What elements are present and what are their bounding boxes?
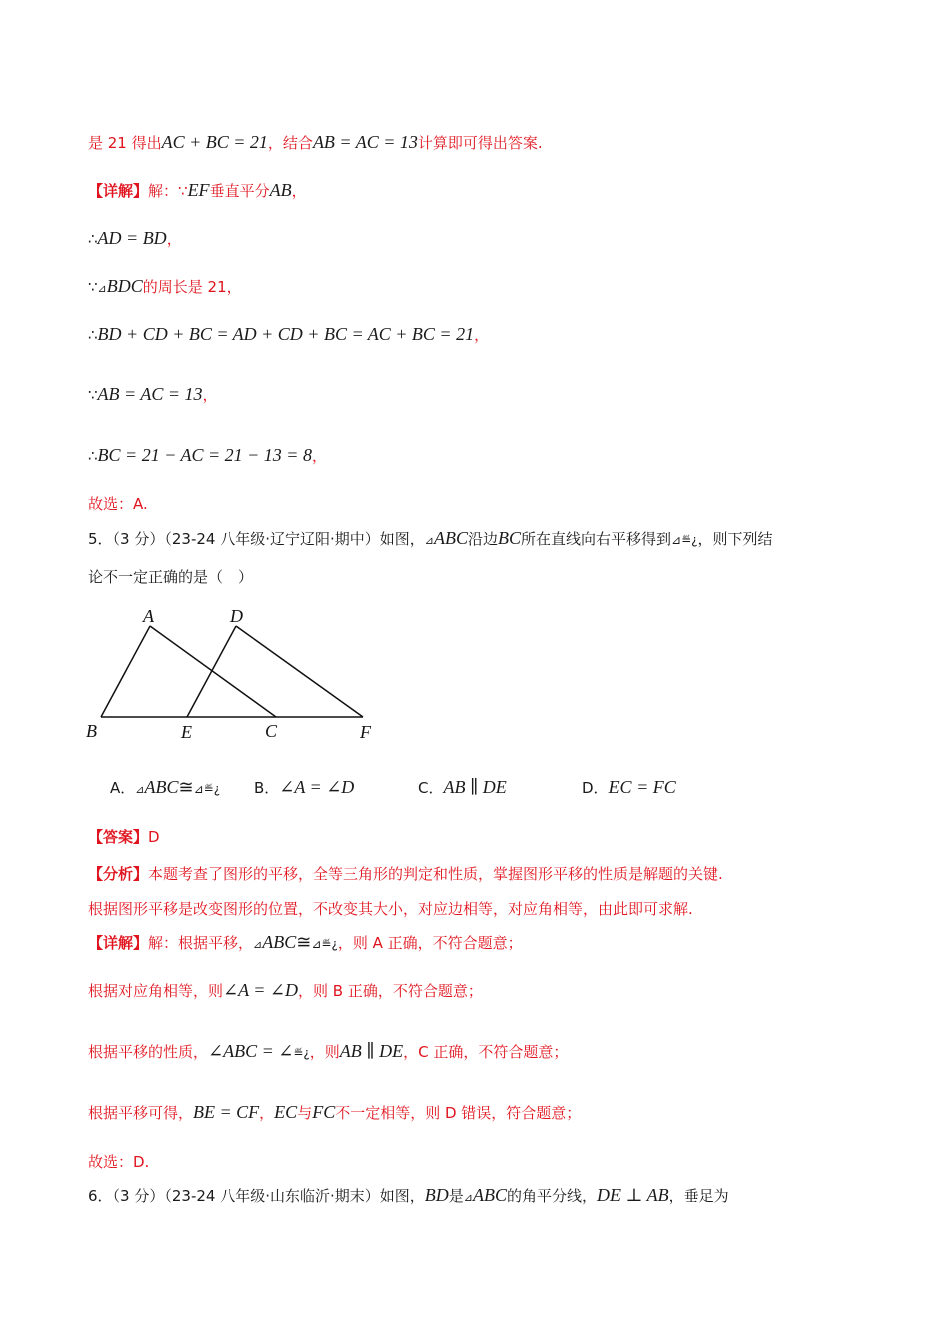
vertex-label-c: C [265, 721, 278, 741]
segment-ab [101, 626, 150, 717]
question-5-stem: 5．（3 分）（23-24 八年级·辽宁辽阳·期中）如图，⊿ABC沿边BC所在直线向右平移得到⊿≝¿，则下列结 [88, 528, 773, 548]
choice-line-2: 故选：D. [88, 1153, 150, 1171]
detail-2-line-1: 【详解】解：根据平移，⊿ABC≅⊿≝¿，则 A 正确，不符合题意； [88, 932, 523, 952]
vertex-label-d: D [230, 606, 243, 626]
proof-step-5: ∴BC = 21 − AC = 21 − 13 = 8， [88, 445, 327, 465]
option-a[interactable]: A．⊿ABC≅⊿≝¿ [110, 777, 221, 797]
translation-figure [84, 604, 384, 744]
answer-line: 【答案】D [88, 828, 160, 846]
proof-step-1: ∴AD = BD， [88, 228, 182, 248]
detail-2-line-2: 根据对应角相等，则∠A = ∠D，则 B 正确，不符合题意； [88, 980, 483, 1000]
choice-line-1: 故选：A. [88, 495, 148, 513]
detail-2-line-4: 根据平移可得，BE = CF，EC与FC不一定相等，则 D 错误，符合题意； [88, 1102, 582, 1122]
analysis-line-1: 【分析】本题考查了图形的平移，全等三角形的判定和性质，掌握图形平移的性质是解题的关键. [88, 865, 723, 883]
proof-step-2: ∵⊿BDC的周长是 21， [88, 276, 242, 296]
vertex-label-f: F [360, 722, 371, 742]
proof-step-3: ∴BD + CD + BC = AD + CD + BC = AC + BC = 21， [88, 324, 490, 344]
proof-step-4: ∵AB = AC = 13， [88, 384, 218, 404]
segment-df [236, 626, 363, 717]
option-b[interactable]: B．∠A = ∠D [254, 777, 355, 797]
solution-intro-line: 是 21 得出AC + BC = 21，结合AB = AC = 13计算即可得出答案. [88, 132, 543, 152]
detail-header-1: 【详解】解：∵EF垂直平分AB， [88, 180, 307, 200]
question-6-stem: 6．（3 分）（23-24 八年级·山东临沂·期末）如图，BD是⊿ABC的角平分线，DE ⊥ AB，垂足为 [88, 1185, 729, 1205]
vertex-label-a: A [143, 606, 154, 626]
analysis-line-2: 根据图形平移是改变图形的位置，不改变其大小，对应边相等，对应角相等，由此即可求解. [88, 900, 693, 918]
option-d[interactable]: D．EC = FC [582, 777, 676, 797]
segment-ed [187, 626, 236, 717]
question-5-stem-line2: 论不一定正确的是（ ） [88, 568, 254, 586]
option-c[interactable]: C．AB ∥ DE [418, 777, 507, 797]
vertex-label-b: B [86, 721, 97, 741]
detail-2-line-3: 根据平移的性质，∠ABC = ∠≝¿，则AB ∥ DE，C 正确，不符合题意； [88, 1041, 569, 1061]
segment-ac [150, 626, 276, 717]
vertex-label-e: E [181, 722, 192, 742]
